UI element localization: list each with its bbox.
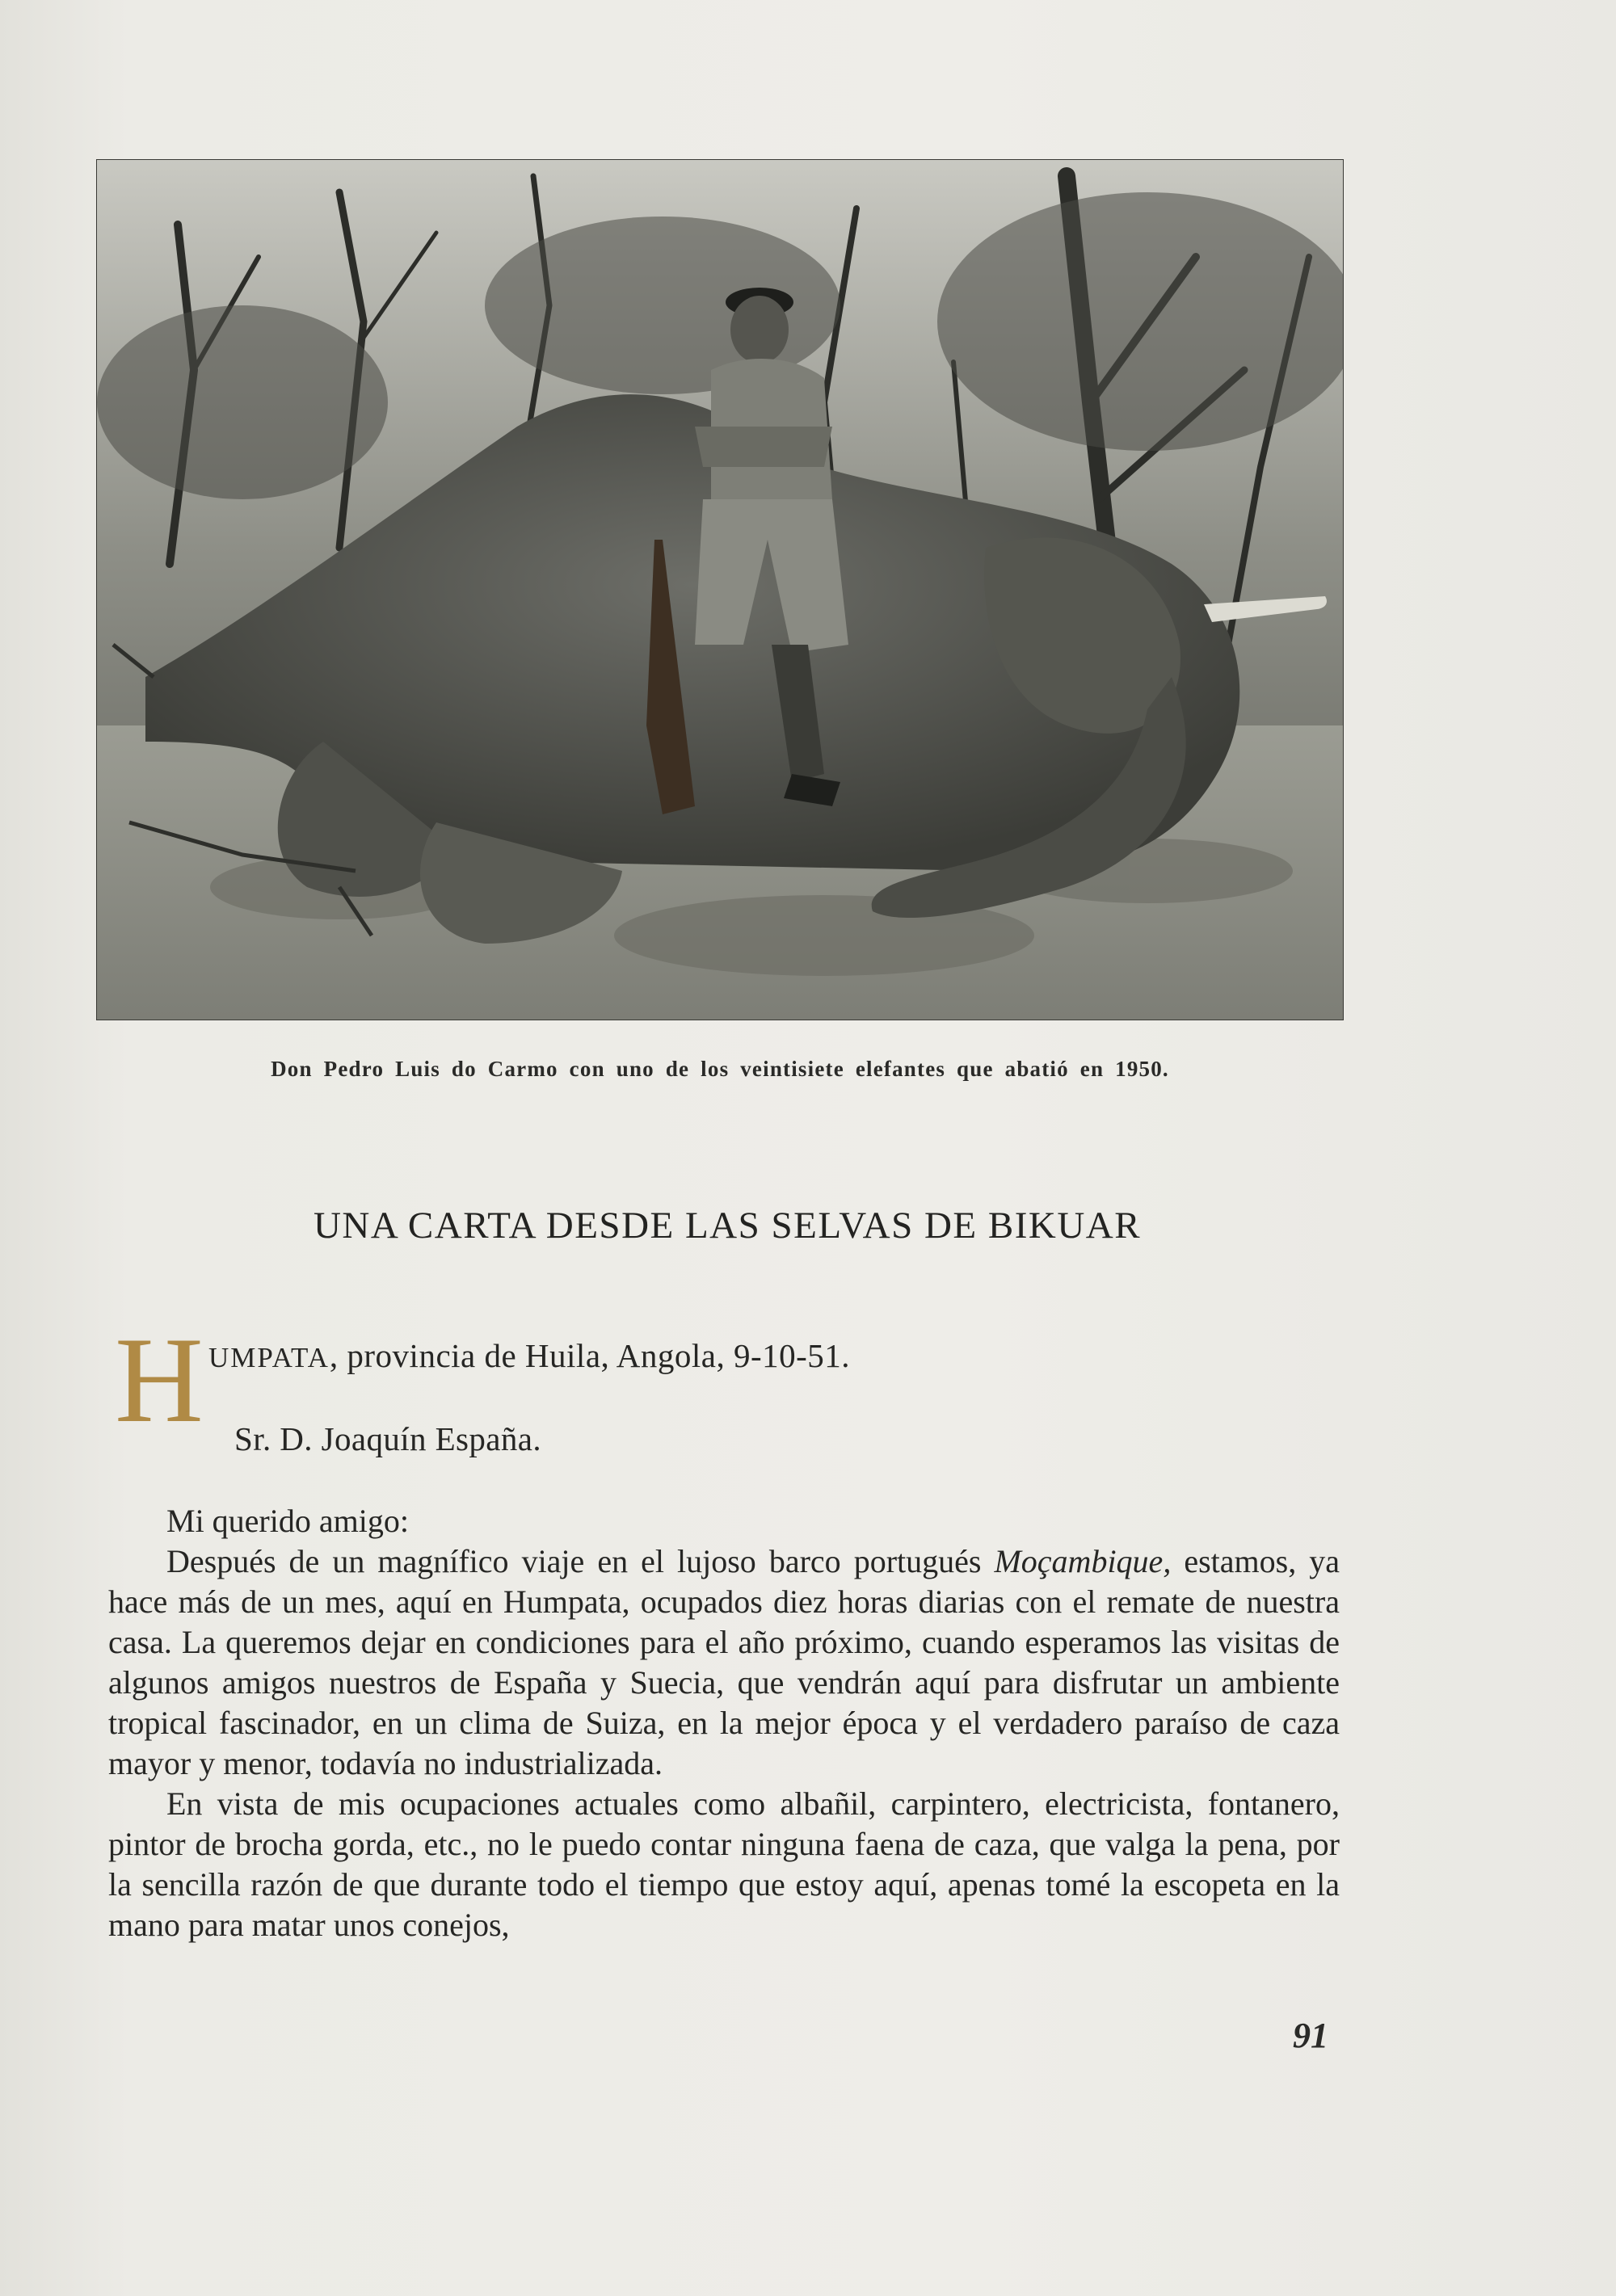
- photograph-icon: [97, 160, 1343, 1020]
- article-title: UNA CARTA DESDE LAS SELVAS DE BIKUAR: [313, 1205, 1142, 1247]
- place-name-smallcaps: UMPATA: [208, 1342, 330, 1373]
- letter-recipient: Sr. D. Joaquín España.: [234, 1420, 542, 1457]
- letter-body: [108, 1501, 1340, 1945]
- photo-caption: Don Pedro Luis do Carmo con uno de los veintisiete elefantes que abatió en 1950.: [271, 1057, 1169, 1081]
- page-number: 91: [1293, 2016, 1328, 2055]
- photograph-elephant-hunter: [97, 160, 1343, 1020]
- paragraph-1: [108, 1541, 1340, 1784]
- paragraph-1-start: Después de un magnífico viaje en el lujoso barco portugués: [166, 1543, 995, 1579]
- ship-name: Moçambique,: [994, 1543, 1172, 1579]
- paragraph-1-end: estamos, ya hace más de un mes, aquí en Humpata, ocupados diez horas diarias con el remate de nuestra casa. La queremos dejar en condiciones para el año próximo, cuando esperamos las visitas de algunos amigos nuestros de España y Suecia, que vendrán aquí para disfrutar un ambiente tropical fascinador, en un clima de Suiza, en la mejor época y el verdadero paraíso de caza mayor y menor, todavía no industrializada.: [108, 1543, 1340, 1781]
- place-date-rest: , provincia de Huila, Angola, 9-10-51.: [329, 1337, 851, 1374]
- drop-cap: H: [115, 1312, 204, 1448]
- letter-place-date: [208, 1336, 850, 1375]
- letter-greeting: Mi querido amigo:: [166, 1503, 409, 1539]
- paragraph-2: En vista de mis ocupaciones actuales como albañil, carpintero, electricista, fontanero, pintor de brocha gorda, etc., no le puedo contar ninguna faena de caza, que valga la pena, por la sencilla razón de que durante todo el tiempo que estoy aquí, apenas tomé la escopeta en la mano para matar unos conejos,: [108, 1785, 1340, 1943]
